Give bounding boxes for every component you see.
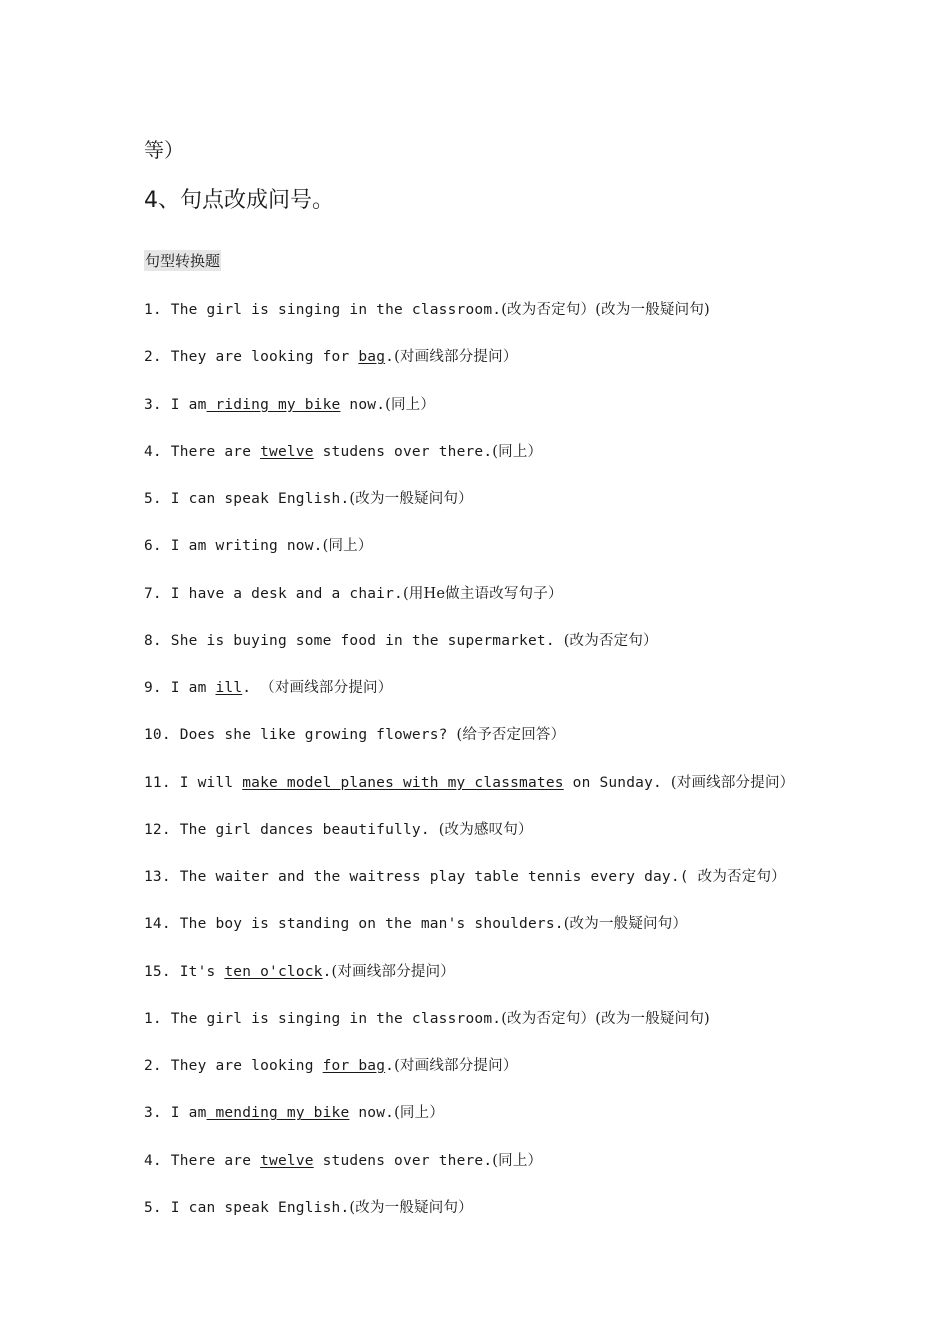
sentence-text: 2. They are looking for [144, 349, 359, 366]
sentence-text: now. [349, 1105, 395, 1122]
underlined-part: bag [358, 349, 386, 366]
sentence-text: 4. There are [144, 1152, 261, 1169]
sentence-text: . [385, 1058, 395, 1074]
instruction-note: （对画线部分提问） [260, 680, 393, 696]
exercise-item [144, 1101, 444, 1122]
section-title: 句型转换题 [145, 252, 221, 270]
underlined-part: make model planes with my classmates [242, 774, 564, 791]
instruction-note: (同上） [492, 443, 543, 460]
sentence-text: 6. I am writing now. [144, 538, 323, 555]
underlined-part: ill [215, 680, 243, 696]
sentence-text: 7. I have a desk and a chair. [144, 585, 403, 602]
sentence-text: 2. They are looking [144, 1058, 323, 1074]
sentence-text: 11. I will [144, 774, 243, 791]
sentence-text: 1. The girl is singing in the classroom. [144, 302, 502, 318]
sentence-text: 1. The girl is singing in the classroom. [144, 1010, 502, 1027]
instruction-note: (改为否定句）(改为一般疑问句) [501, 302, 710, 318]
exercise-item [144, 1196, 473, 1217]
sentence-text: 3. I am [144, 1105, 207, 1122]
instruction-note: (改为否定句）(改为一般疑问句) [501, 1010, 710, 1027]
sentence-text: 10. Does she like growing flowers? [144, 727, 457, 744]
instruction-note: 改为否定句） [697, 869, 786, 885]
exercise-item [144, 1007, 710, 1028]
instruction-note: (用He做主语改写句子） [402, 585, 563, 602]
underlined-part: for bag [322, 1058, 386, 1074]
sentence-text: 8. She is buying some food in the supermarket. [144, 632, 564, 649]
underlined-part: twelve [260, 1152, 314, 1169]
sentence-text: 4. There are [144, 443, 261, 460]
instruction-note: (对画线部分提问） [394, 1058, 518, 1074]
sentence-text: on Sunday. [563, 774, 671, 791]
sentence-text: 5. I can speak English. [144, 491, 350, 507]
exercise-item [144, 345, 518, 366]
exercise-item [144, 723, 565, 744]
exercise-item [144, 582, 563, 603]
exercise-item [144, 676, 392, 697]
sentence-text: 15. It's [144, 963, 225, 980]
instruction-note: (改为感叹句） [438, 821, 533, 838]
underlined-part: mending my bike [206, 1105, 350, 1122]
instruction-note: (同上） [394, 1105, 445, 1122]
underlined-part: ten o'clock [224, 963, 323, 980]
exercise-item [144, 534, 373, 555]
sentence-text: 9. I am [144, 680, 216, 696]
instruction-note: (同上） [492, 1152, 543, 1169]
exercise-item [144, 960, 455, 981]
instruction-note: (改为一般疑问句） [563, 916, 688, 933]
rule-heading: 4、句点改成问号。 [144, 188, 334, 213]
sentence-text: now. [340, 396, 386, 413]
instruction-note: (改为一般疑问句） [349, 1199, 473, 1216]
exercise-item [144, 298, 710, 319]
instruction-note: (对画线部分提问） [394, 349, 518, 366]
exercise-item [144, 1149, 542, 1170]
sentence-text: studens over there. [313, 443, 493, 460]
exercise-item [144, 487, 473, 508]
sentence-text: studens over there. [313, 1152, 493, 1169]
instruction-note: (对画线部分提问） [331, 963, 456, 980]
underlined-part: twelve [260, 443, 314, 460]
continued-text: 等） [144, 138, 184, 162]
sentence-text: 3. I am [144, 396, 207, 413]
instruction-note: (改为否定句） [563, 632, 658, 649]
sentence-text: 5. I can speak English. [144, 1199, 350, 1216]
instruction-note: (改为一般疑问句） [349, 491, 473, 507]
instruction-note: (同上） [322, 538, 373, 555]
sentence-text: 12. The girl dances beautifully. [144, 821, 439, 838]
exercise-item [144, 440, 542, 461]
exercise-item [144, 1054, 518, 1075]
sentence-text: . [385, 349, 395, 366]
exercise-item [144, 393, 435, 414]
sentence-text: 13. The waiter and the waitress play table tennis every day.( [144, 869, 698, 885]
exercise-item [144, 818, 533, 839]
sentence-text: 14. The boy is standing on the man's shoulders. [144, 916, 564, 933]
exercise-item [144, 629, 658, 650]
exercise-item [144, 771, 794, 792]
instruction-note: (给予否定回答） [456, 727, 566, 744]
instruction-note: (同上） [385, 396, 436, 413]
instruction-note: (对画线部分提问） [670, 774, 795, 791]
sentence-text: . [242, 680, 261, 696]
exercise-item [144, 912, 687, 933]
underlined-part: riding my bike [206, 396, 341, 413]
exercise-item [144, 865, 786, 886]
sentence-text: . [322, 963, 332, 980]
